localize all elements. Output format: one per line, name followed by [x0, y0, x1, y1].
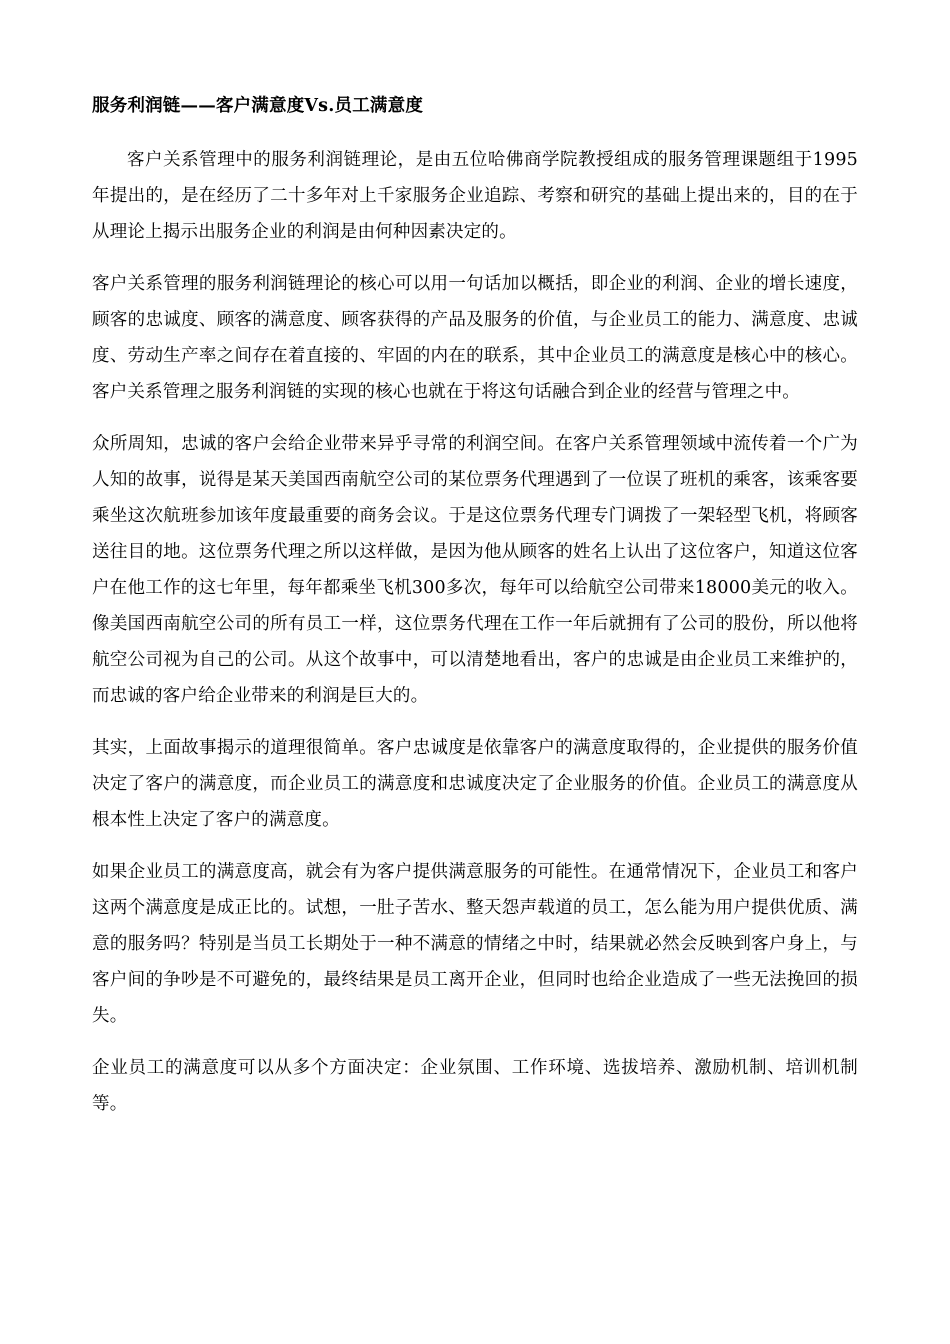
document-body	[92, 92, 858, 1122]
paragraph-employee-satisfaction-impact: 如果企业员工的满意度高，就会有为客户提供满意服务的可能性。在通常情况下，企业员工和客户这两个满意度是成正比的。试想，一肚子苦水、整天怨声载道的员工，怎么能为用户提供优质、满意的服务吗？特别是当员工长期处于一种不满意的情绪之中时，结果就必然会反映到客户身上，与客户间的争吵是不可避免的，最终结果是员工离开企业，但同时也给企业造成了一些无法挽回的损失。	[92, 862, 858, 1026]
paragraph-service-profit-chain-origin: 客户关系管理中的服务利润链理论，是由五位哈佛商学院教授组成的服务管理课题组于1995年提出的，是在经历了二十多年对上千家服务企业追踪、考察和研究的基础上提出来的，目的在于从理论上揭示出服务企业的利润是由何种因素决定的。	[92, 150, 858, 242]
paragraph-story-meaning: 其实，上面故事揭示的道理很简单。客户忠诚度是依靠客户的满意度取得的，企业提供的服务价值决定了客户的满意度，而企业员工的满意度和忠诚度决定了企业服务的价值。企业员工的满意度从根本性上决定了客户的满意度。	[92, 738, 858, 830]
paragraph-theory-core: 客户关系管理的服务利润链理论的核心可以用一句话加以概括，即企业的利润、企业的增长速度，顾客的忠诚度、顾客的满意度、顾客获得的产品及服务的价值，与企业员工的能力、满意度、忠诚度、劳动生产率之间存在着直接的、牢固的内在的联系，其中企业员工的满意度是核心中的核心。客户关系管理之服务利润链的实现的核心也就在于将这句话融合到企业的经营与管理之中。	[92, 274, 858, 402]
paragraph-satisfaction-factors: 企业员工的满意度可以从多个方面决定：企业氛围、工作环境、选拔培养、激励机制、培训机制等。	[92, 1058, 858, 1114]
document-title: 服务利润链——客户满意度Vs.员工满意度	[92, 96, 424, 116]
paragraph-airline-story: 众所周知，忠诚的客户会给企业带来异乎寻常的利润空间。在客户关系管理领域中流传着一个广为人知的故事，说得是某天美国西南航空公司的某位票务代理遇到了一位误了班机的乘客，该乘客要乘坐这次航班参加该年度最重要的商务会议。于是这位票务代理专门调拨了一架轻型飞机，将顾客送往目的地。这位票务代理之所以这样做，是因为他从顾客的姓名上认出了这位客户，知道这位客户在他工作的这七年里，每年都乘坐飞机300多次，每年可以给航空公司带来18000美元的收入。像美国西南航空公司的所有员工一样，这位票务代理在工作一年后就拥有了公司的股份，所以他将航空公司视为自己的公司。从这个故事中，可以清楚地看出，客户的忠诚是由企业员工来维护的，而忠诚的客户给企业带来的利润是巨大的。	[92, 434, 858, 706]
